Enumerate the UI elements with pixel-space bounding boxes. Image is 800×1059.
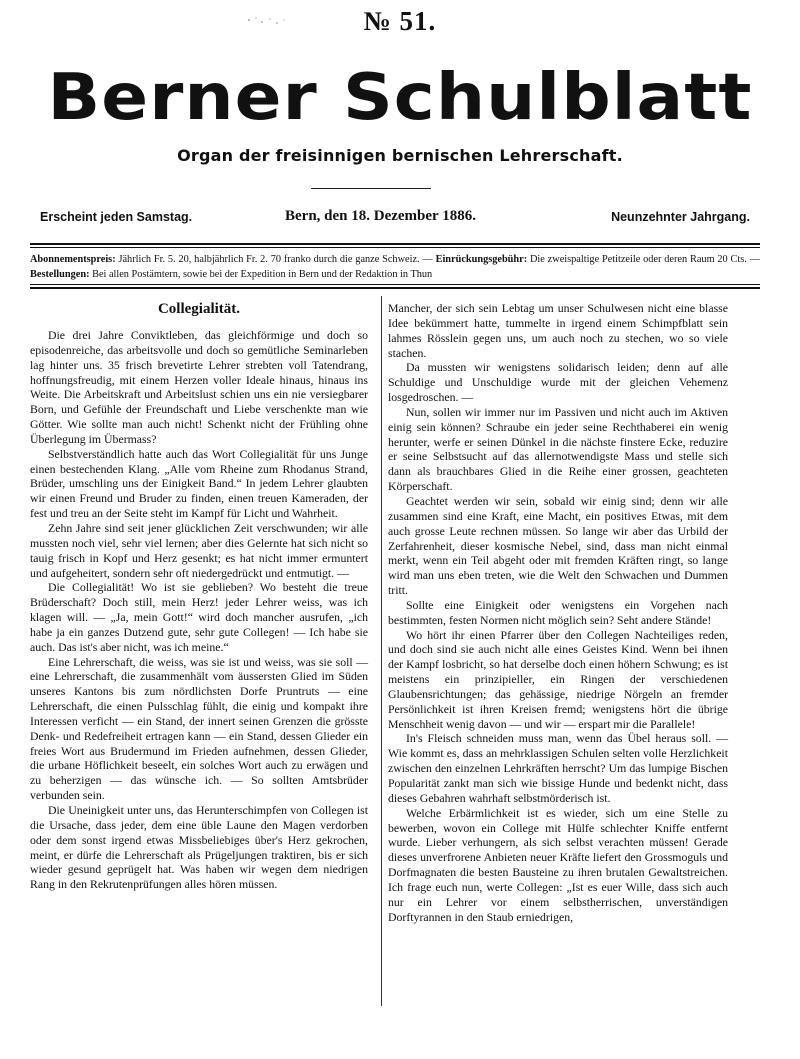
orders-text: Bei allen Postämtern, sowie bei der Expedition in Bern und der Redaktion in Thun: [89, 269, 433, 280]
column-separator: [381, 296, 382, 1006]
bottom-rule-thin: [30, 284, 760, 285]
bottom-rule: [30, 287, 760, 289]
article-paragraph: Selbstverständlich hatte auch das Wort Collegialität für uns Junge einen bestechenden Klang. „Alle vom Rheine zum Rhodanus Strand, Brüder, umschling uns der Einigkeit Band.“ In jedem Lehrer glaubten wir einen Freund und Bruder zu finden, einen treuen Kameraden, der fest und treu an der Seite steht im Kampf für Licht und Wahrheit.: [30, 446, 368, 521]
publication-date: Bern, den 18. Dezember 1886.: [285, 208, 476, 224]
article-right-column: [388, 301, 728, 924]
article-paragraph: Die Uneinigkeit unter uns, das Herunterschimpfen von Collegen ist die Ursache, dass jeder, dem eine üble Laune den Magen verdorben oder dem sonst irgend etwas Missbeliebiges über's Herz gekrochen, meint, er dürfe die Lehrerschaft als Prügeljungen traktiren, bis er sich wieder gesund geprügelt hat. Was haben wir wegen dem niedrigen Rang in den Rekrutenprüfungen alles hören müssen.: [30, 803, 368, 892]
insertion-fee-label: Einrückungsgebühr:: [435, 254, 528, 265]
top-rule: [30, 243, 760, 245]
article-paragraph: Sollte eine Einigkeit oder wenigstens ein Vorgehen nach bestimmten, festen Normen nicht möglich sein? Seht andere Stände!: [388, 597, 728, 627]
divider: [311, 188, 431, 189]
article-paragraph: Geachtet werden wir sein, sobald wir einig sind; denn wir alle zusammen sind eine Kraft, eine Macht, ein positives Etwas, mit dem auch grosse Leute rechnen müssen. So lange wir aber das Urbild der Zerfahrenheit, dieser kosmische Nebel, sind, dass man nicht einmal merkt, wenn ein Teil abgeht oder mit fremden Kräften ringt, so lange wird man uns eben treten, wie die Welt den Schwachen und Dummen tritt.: [388, 493, 728, 598]
article-paragraph: Mancher, der sich sein Lebtag um unser Schulwesen nicht eine blasse Idee bekümmert hatte, tummelte in irgend einem Schimpfblatt sein lahmes Rösslein gegen uns, um auch noch zu stechen, wo so viele stachen.: [388, 301, 728, 360]
article-title: Collegialität.: [157, 301, 241, 317]
article-left-column: [30, 300, 368, 892]
masthead-title: Berner Schulblatt: [47, 61, 753, 135]
article-paragraph: Zehn Jahre sind seit jener glücklichen Zeit verschwunden; wir alle mussten noch viel, sehr viel lernen; aber dies Gelernte hat sich nicht so tauig frisch in Kopf und Herz gesenkt; es hat nicht immer ermuntert und aufgeheitert, sondern sehr oft niedergedrückt und entmutigt. —: [30, 520, 368, 580]
top-rule-thin: [30, 247, 760, 248]
masthead-subtitle: Organ der freisinnigen bernischen Lehrerschaft.: [177, 146, 623, 165]
article-paragraph: Die Collegialität! Wo ist sie geblieben? Wo besteht die treue Brüderschaft? Doch still, mein Herz! jeder Lehrer weiss, was ich klagen will. — „Ja, mein Gott!“ wird doch mancher ausrufen, „ich habe ja ein ganzes Dutzend gute, sehr gute Collegen! — Ich habe sie auch. Das ist's aber nicht, was ich meine.“: [30, 580, 368, 654]
article-paragraph: Nun, sollen wir immer nur im Passiven und nicht auch im Aktiven einig sein können? Schraube ein jeder seine Rechthaberei ein wenig herunter, werfe er seinen Dünkel in die nächste finstere Ecke, reduzire er seine Selbstsucht auf das allernotwendigste Mass und stelle sich dann als brauchbares Glied in die Reihe einer grossen, geachteten Körperschaft.: [388, 404, 728, 494]
issue-number: № 51.: [363, 6, 437, 36]
info-line: [40, 208, 750, 232]
article-paragraph: Die drei Jahre Conviktleben, das gleichförmige und doch so episodenreiche, das arbeitsvolle und doch so gemütliche Seminarleben lag hinter uns. 35 frisch brevetirte Lehrer strebten voll Tatendrang, hoffnungsfreudig, mit einem Herzen voller Ideale hinaus, hinaus ins Weite. Die Arbeitskraft und Arbeitslust schien uns ein nie versiegbarer Born, und Gefühle der Freundschaft und Liebe verschenkte man wie Götter. Wie sollte man auch nicht! Schenkt nicht der Frühling ohne Überlegung im Übermass?: [30, 328, 368, 446]
insertion-fee-text: Die zweispaltige Petitzeile oder deren Raum 20 Cts. —: [527, 254, 760, 265]
publication-frequency: Erscheint jeden Samstag.: [40, 210, 193, 224]
article-paragraph: Eine Lehrerschaft, die weiss, was sie ist und weiss, was sie soll — eine Lehrerschaft, die zusammenhält vom äussersten Glied im Süden unseres Kantons bis zum nördlichsten Dorfe Pruntruts — eine Lehrerschaft, die einen Pulsschlag fühlt, die einig und kompakt ihre Interessen verficht — ein Stand, der innert seinen Grenzen die grösste Denk- und Redefreiheit ertragen kann — ein Stand, dessen Glieder ein freies Wort aus Brudermund im Frieden aufnehmen, dessen Glieder, die urbane Höflichkeit beseelt, ein solches Wort auch zu erwägen und zu beherzigen — das wünsche ich. — So sollten Amtsbrüder verbunden sein.: [30, 654, 368, 803]
subscription-text: Jährlich Fr. 5. 20, halbjährlich Fr. 2. 70 franko durch die ganze Schweiz. —: [115, 254, 436, 265]
orders-label: Bestellungen:: [30, 269, 90, 280]
subscription-label: Abonnementspreis:: [30, 254, 116, 265]
article-paragraph: Welche Erbärmlichkeit ist es wieder, sich um eine Stelle zu bewerben, wovon ein College mit Hülfe schlechter Kniffe entfernt wurde. Lieber verhungern, als sich selbst verachten müssen! Gerade dieses unverfrorene Anbieten neuer Kräfte liefert den Grossmoguls und Dorfmagnaten die besten Bausteine zu ihren brutalen Gewaltstreichen. Ich frage euch nun, werte Collegen: „Ist es euer Wille, dass sich auch nur ein Lehrer vor einem selbstherrischen, unverständigen Dorftyrannen in den Staub erniedrigen,: [388, 805, 728, 924]
article-paragraph: Wo hört ihr einen Pfarrer über den Collegen Nachteiliges reden, und doch sind sie auch nicht alle eines Geistes Kind. Wenn bei ihnen der Kampf losbricht, so hat derselbe doch einen höhern Schwung; es ist meistens ein prinzipieller, ein Ringen der verschiedenen Glaubensrichtungen; das gehässige, niedrige Nörgeln an fremder Persönlichkeit ist ihren Kreisen fremd; wenigstens hört die übrige Menschheit wenig davon — und wir — erspart mir die Parallele!: [388, 627, 728, 731]
volume-year: Neunzehnter Jahrgang.: [611, 210, 750, 224]
article-paragraph: In's Fleisch schneiden muss man, wenn das Übel heraus soll. — Wie kommt es, dass an mehrklassigen Schulen selten volle Herzlichkeit zwischen den einzelnen Lehrkräften herrscht? Um das lumpige Bischen Popularität zankt man sich wie bissige Hunde und bedenkt nicht, dass dieses Gebahren wahrhaft selbstmörderisch ist.: [388, 731, 728, 805]
subscription-info: [30, 252, 760, 282]
article-paragraph: Da mussten wir wenigstens solidarisch leiden; denn auf alle Schuldige und Unschuldige wurde mit der gleichen Vehemenz losgedroschen. —: [388, 360, 728, 405]
